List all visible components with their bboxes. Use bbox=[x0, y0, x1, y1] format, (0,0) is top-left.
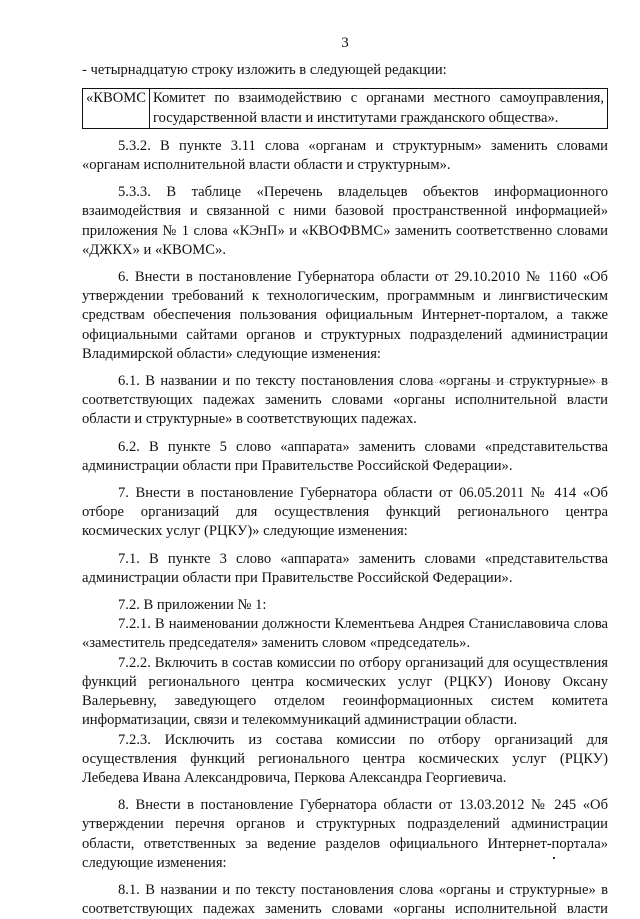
paragraph-7-2-3: 7.2.3. Исключить из состава комиссии по отбору организаций для осуществления функций регионального центра космических услуг (РЦКУ) Лебедева Ивана Александровича, Перкова Александра Георгиевича. bbox=[82, 731, 608, 786]
paragraph-6: 6. Внести в постановление Губернатора области от 29.10.2010 № 1160 «Об утверждении требований к технологическим, программным и лингвистическим средствам обеспечения пользования официальным Интернет-порталом, а также официальными сайтами органов и структурных подразделений администрации Владимирской области» следующие изменения: bbox=[82, 269, 608, 362]
paragraph-8-1: 8.1. В названии и по тексту постановления слова «органы и структурные» в соответствующих падежах заменить словами «органы исполнительной власти bbox=[82, 881, 608, 918]
paragraph-5-3-3: 5.3.3. В таблице «Перечень владельцев объектов информационного взаимодействия и связанной с ними базовой пространственной информацией» приложения № 1 слова «КЭнП» и «КВОФВМС» заменить соответственно словами «ДЖКХ» и «КВОМС». bbox=[82, 184, 608, 258]
table-row bbox=[83, 89, 608, 128]
paragraph-7: 7. Внести в постановление Губернатора области от 06.05.2011 № 414 «Об отборе организаций для осуществления функций регионального центра космических услуг (РЦКУ)» следующие изменения: bbox=[82, 485, 608, 540]
paragraph-8: 8. Внести в постановление Губернатора области от 13.03.2012 № 245 «Об утверждении перечня органов и структурных подразделений администрации области, ответственных за ведение разделов официального Интернет-портала» следующие изменения: bbox=[82, 797, 608, 871]
paragraph-6-2: 6.2. В пункте 5 слово «аппарата» заменить словами «представительства администрации области при Правительстве Российской Федерации». bbox=[82, 438, 608, 474]
paragraph-7-1: 7.1. В пункте 3 слово «аппарата» заменить словами «представительства администрации области при Правительстве Российской Федерации». bbox=[82, 550, 608, 586]
table-cell-code: «КВОМС bbox=[83, 89, 150, 128]
scan-artifact-dots bbox=[430, 382, 610, 383]
paragraph-6-1: 6.1. В названии и по тексту постановления слова «органы и структурные» в соответствующих падежах заменить словами «органы исполнительной власти области и структурные» в соответствующих падежах. bbox=[82, 373, 608, 428]
paragraph-5-3-2: 5.3.2. В пункте 3.11 слова «органам и структурным» заменить словами «органам исполнительной власти области и структурным». bbox=[82, 137, 608, 174]
table-cell-text: Комитет по взаимодействию с органами местного самоуправления, государственной власти и институтами гражданского общества». bbox=[150, 89, 608, 128]
paragraph-7-2: 7.2. В приложении № 1: bbox=[118, 597, 267, 614]
intro-line: - четырнадцатую строку изложить в следующей редакции: bbox=[82, 62, 447, 79]
definition-table bbox=[82, 88, 608, 128]
scan-artifact-mark bbox=[553, 857, 555, 859]
paragraph-7-2-1: 7.2.1. В наименовании должности Клементьева Андрея Станиславовича слова «заместитель председателя» заменить словом «председатель». bbox=[82, 616, 608, 652]
page-number: 3 bbox=[341, 35, 349, 51]
paragraph-7-2-2: 7.2.2. Включить в состав комиссии по отбору организаций для осуществления функций регионального центра космических услуг (РЦКУ) Ионову Оксану Валерьевну, заведующего отделом геоинформационных систем комитета информатизации, связи и телекоммуникаций администрации области. bbox=[82, 654, 608, 729]
